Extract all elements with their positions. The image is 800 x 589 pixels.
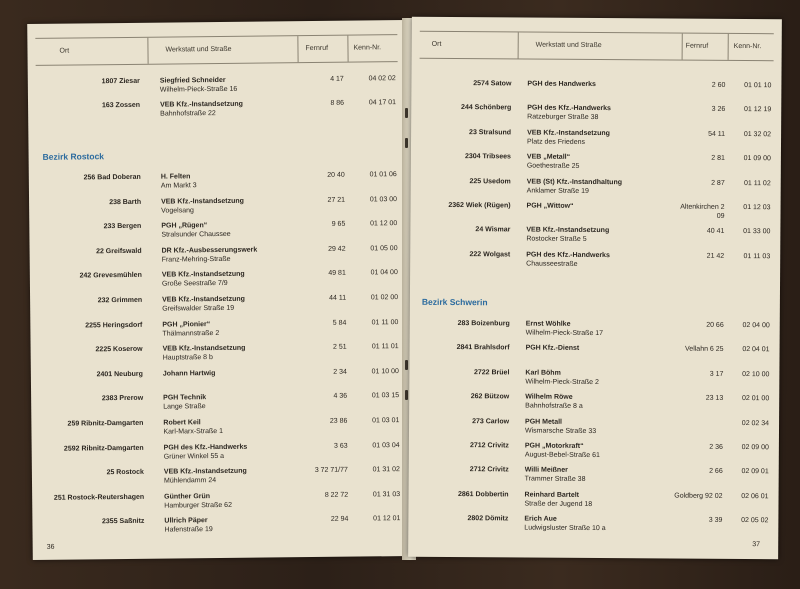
directory-entry <box>417 392 771 416</box>
entry-werkstatt-street: Wilhelm-Pieck-Straße 2 <box>525 378 599 386</box>
entry-werkstatt-name: H. Felten <box>160 173 191 181</box>
right-page <box>408 17 782 560</box>
directory-entry <box>39 416 401 442</box>
directory-entry <box>39 367 401 393</box>
directory-entry <box>38 244 400 270</box>
entry-werkstatt <box>163 393 303 412</box>
directory-entry <box>40 514 402 540</box>
entry-ort: 2592 Ribnitz-Damgarten <box>63 444 144 453</box>
entry-ort: 25 Rostock <box>106 468 144 477</box>
entry-werkstatt-street: Greifswalder Straße 19 <box>162 304 235 313</box>
entry-ort: 2712 Crivitz <box>469 442 509 450</box>
entry-fernruf: 29 42 <box>328 245 346 253</box>
left-table-header <box>35 34 397 66</box>
entry-werkstatt-street: Trammer Straße 38 <box>524 475 586 484</box>
entry-ort: 22 Greifswald <box>96 247 142 256</box>
entry-werkstatt-street: Rostocker Straße 5 <box>526 235 587 244</box>
entry-fernruf: 2 60 <box>711 81 726 89</box>
entry-kenn-nr: 02 05 02 <box>741 517 769 525</box>
entry-kenn-nr: 01 10 00 <box>371 367 399 376</box>
entry-ort: 2722 Brüel <box>473 368 510 377</box>
directory-entry <box>418 250 772 274</box>
directory-entry <box>38 293 400 319</box>
entry-ort: 225 Usedom <box>469 177 511 186</box>
entry-fernruf: 54 11 <box>708 130 726 138</box>
entry-ort: 244 Schönberg <box>461 104 512 112</box>
entry-fernruf: 2 66 <box>709 468 723 476</box>
entry-fernruf: 20 66 <box>706 321 724 329</box>
entry-werkstatt-street: Wismarsche Straße 33 <box>524 427 597 435</box>
directory-entry <box>37 195 399 221</box>
entry-kenn-nr: 01 09 00 <box>743 155 771 163</box>
entry-fernruf: 2 34 <box>333 368 347 376</box>
directory-entry <box>418 319 772 343</box>
entry-werkstatt <box>527 104 667 123</box>
entry-werkstatt-street: Bahnhofstraße 8 a <box>525 402 583 411</box>
bezirk-rostock-heading: Bezirk Rostock <box>42 151 105 162</box>
entry-werkstatt-street: Platz des Friedens <box>526 138 586 146</box>
directory-entry <box>37 170 399 196</box>
header-fernruf: Fernruf <box>685 42 709 50</box>
entry-werkstatt <box>161 220 301 239</box>
entry-kenn-nr: 01 11 02 <box>743 179 771 187</box>
entry-werkstatt <box>162 294 302 313</box>
entry-werkstatt <box>161 171 301 190</box>
directory-entry <box>40 490 402 516</box>
entry-kenn-nr: 04 02 02 <box>368 75 396 83</box>
entry-werkstatt <box>160 75 300 94</box>
directory-entry <box>39 342 401 368</box>
entry-kenn-nr: 01 11 01 <box>371 343 399 351</box>
entry-kenn-nr: 01 11 00 <box>371 318 399 326</box>
entry-werkstatt <box>527 202 667 212</box>
entry-werkstatt-name: PGH Metall <box>525 418 563 426</box>
header-kenn: Kenn-Nr. <box>353 44 382 52</box>
directory-entry <box>419 176 773 200</box>
entry-werkstatt <box>527 153 667 172</box>
entry-werkstatt-street: Anklamer Straße 19 <box>526 187 589 195</box>
entry-werkstatt <box>526 320 666 339</box>
entry-werkstatt-street: Ratzeburger Straße 38 <box>527 113 599 122</box>
entry-werkstatt-name: PGH des Kfz.-Handwerks <box>526 251 610 259</box>
entry-werkstatt-name: PGH Kfz.-Dienst <box>525 344 580 353</box>
entry-werkstatt-street: Ludwigsluster Straße 10 a <box>524 524 606 533</box>
entry-werkstatt-name: Siegfried Schneider <box>159 76 226 85</box>
entry-fernruf: 3 72 71/77 <box>314 466 348 475</box>
entry-werkstatt-name: PGH „Wittow“ <box>526 202 574 210</box>
entry-werkstatt <box>525 442 665 461</box>
entry-werkstatt-street: Hafenstraße 19 <box>164 526 213 534</box>
directory-entry <box>36 98 398 124</box>
entry-fernruf: 8 22 72 <box>324 491 349 499</box>
entry-fernruf: 23 86 <box>329 417 348 425</box>
entry-fernruf: 40 41 <box>706 228 725 236</box>
entry-kenn-nr: 01 04 00 <box>370 269 398 277</box>
entry-werkstatt-street: Hauptstraße 8 b <box>162 354 213 362</box>
binding-hole <box>405 390 408 400</box>
entry-werkstatt <box>524 490 664 509</box>
entry-werkstatt-name: Johann Hartwig <box>162 369 216 378</box>
entry-werkstatt <box>527 177 667 196</box>
entry-kenn-nr: 02 09 00 <box>741 444 769 452</box>
entry-werkstatt-name: PGH „Motorkraft“ <box>524 442 584 450</box>
entry-kenn-nr: 01 33 00 <box>743 228 771 236</box>
entry-ort: 2574 Satow <box>473 80 512 88</box>
entry-fernruf: 44 11 <box>329 294 347 302</box>
directory-entry <box>416 514 770 538</box>
entry-ort: 232 Grimmen <box>97 296 143 305</box>
entry-ort: 283 Boizenburg <box>457 320 510 328</box>
entry-werkstatt-name: VEB Kfz.-Instandsetzung <box>161 197 244 206</box>
entry-kenn-nr: 01 31 03 <box>372 490 401 499</box>
entry-fernruf: 2 36 <box>709 443 723 451</box>
directory-entry <box>416 490 770 514</box>
entry-werkstatt-name: Reinhard Bartelt <box>524 491 580 499</box>
directory-entry <box>40 441 402 467</box>
entry-kenn-nr: 01 03 01 <box>372 417 400 425</box>
directory-entry <box>419 152 773 176</box>
entry-werkstatt-name: Erich Aue <box>524 515 557 523</box>
entry-werkstatt <box>164 491 304 510</box>
entry-fernruf: 5 84 <box>332 319 347 327</box>
entry-ort: 259 Ribnitz-Damgarten <box>67 419 144 428</box>
binding-hole <box>405 360 408 370</box>
entry-fernruf: 4 36 <box>333 393 348 401</box>
right-table-header <box>420 31 774 61</box>
entry-fernruf: Goldberg 92 02 <box>674 492 723 500</box>
entry-werkstatt-name: Günther Grün <box>164 492 211 501</box>
entry-werkstatt-name: Willi Meißner <box>524 466 568 475</box>
entry-fernruf: 23 13 <box>705 394 724 403</box>
entry-werkstatt <box>161 196 301 215</box>
entry-werkstatt <box>525 393 665 412</box>
entry-fernruf: Vellahn 6 25 <box>685 346 724 354</box>
entry-werkstatt-name: Ullrich Päper <box>164 517 208 525</box>
entry-werkstatt <box>164 442 304 461</box>
entry-fernruf: 20 40 <box>327 171 345 179</box>
entry-kenn-nr: 01 05 00 <box>370 244 398 253</box>
entry-werkstatt-street: Am Markt 3 <box>160 182 197 190</box>
directory-entry <box>417 441 771 465</box>
entry-ort: 23 Stralsund <box>469 128 512 137</box>
entry-kenn-nr: 01 12 03 <box>743 204 771 212</box>
header-werkstatt: Werkstatt und Straße <box>535 41 602 50</box>
entry-ort: 2255 Heringsdorf <box>85 321 143 329</box>
entry-werkstatt-street: Wilhelm-Pieck-Straße 17 <box>525 329 604 338</box>
entry-werkstatt-street: Goethestraße 25 <box>526 162 580 171</box>
entry-kenn-nr: 01 31 02 <box>372 466 400 474</box>
entry-werkstatt-name: VEB Kfz.-Instandsetzung <box>163 467 247 476</box>
entry-ort: 251 Rostock-Reutershagen <box>53 493 145 502</box>
entry-werkstatt-street: Grüner Winkel 55 a <box>163 452 225 461</box>
entry-werkstatt-street: Chausseestraße <box>526 260 578 268</box>
directory-entry <box>419 79 773 103</box>
entry-kenn-nr: 01 11 03 <box>743 252 771 261</box>
header-werkstatt: Werkstatt und Straße <box>165 45 232 54</box>
header-fernruf: Fernruf <box>305 44 329 53</box>
entry-fernruf: 21 42 <box>706 252 725 260</box>
page-number-right: 37 <box>752 541 761 549</box>
entry-werkstatt <box>162 245 302 264</box>
entry-ort: 2304 Tribsees <box>464 153 511 161</box>
entry-ort: 242 Grevesmühlen <box>79 272 142 280</box>
entry-ort: 2841 Brahlsdorf <box>456 344 510 352</box>
entry-ort: 256 Bad Doberan <box>83 173 141 182</box>
entry-kenn-nr: 01 03 15 <box>371 392 400 400</box>
entry-ort: 1807 Ziesar <box>101 77 140 86</box>
entry-kenn-nr: 01 32 02 <box>743 130 772 139</box>
entry-werkstatt-street: Hamburger Straße 62 <box>164 501 232 510</box>
entry-werkstatt-name: VEB Kfz.-Instandsetzung <box>160 100 243 109</box>
entry-werkstatt <box>162 319 302 338</box>
entry-fernruf: 3 63 <box>333 442 348 450</box>
directory-entry <box>38 268 400 294</box>
entry-fernruf: 49 81 <box>328 270 346 278</box>
entry-kenn-nr: 01 03 00 <box>369 195 398 204</box>
entry-werkstatt-name: Karl Böhm <box>525 369 561 377</box>
entry-ort: 273 Carlow <box>472 417 510 425</box>
entry-werkstatt-street: Wilhelm-Pieck-Straße 16 <box>159 85 238 94</box>
entry-werkstatt-name: VEB Kfz.-Instandsetzung <box>162 295 245 304</box>
entry-werkstatt-street: Karl-Marx-Straße 1 <box>163 427 224 436</box>
entry-fernruf: 8 86 <box>330 99 345 107</box>
entry-ort: 222 Wolgast <box>469 250 511 259</box>
entry-werkstatt-name: PGH „Pionier“ <box>162 320 211 329</box>
entry-werkstatt-street: Straße der Jugend 18 <box>524 500 593 508</box>
entry-ort: 2401 Neuburg <box>96 370 143 379</box>
entry-werkstatt-street: Mühlendamm 24 <box>163 477 217 485</box>
entry-werkstatt-name: VEB Kfz.-Instandsetzung <box>526 226 610 235</box>
entry-werkstatt <box>164 466 304 485</box>
directory-entry <box>39 391 401 417</box>
entry-kenn-nr: 01 12 00 <box>370 220 398 228</box>
page-number-left: 36 <box>46 543 55 551</box>
entry-werkstatt <box>525 466 665 485</box>
entry-ort: 24 Wismar <box>475 226 511 234</box>
left-page <box>27 20 411 560</box>
entry-kenn-nr: 02 02 34 <box>741 419 770 427</box>
entry-fernruf: 22 94 <box>330 516 349 524</box>
entry-werkstatt <box>526 250 666 269</box>
entry-kenn-nr: 04 17 01 <box>368 99 397 107</box>
directory-entry <box>417 343 771 367</box>
directory-entry <box>418 201 772 225</box>
entry-werkstatt-name: PGH des Kfz.-Handwerks <box>527 104 611 113</box>
entry-werkstatt-name: Wilhelm Röwe <box>525 393 573 402</box>
entry-werkstatt <box>526 344 666 354</box>
directory-entry <box>418 225 772 249</box>
entry-werkstatt-street: Franz-Mehring-Straße <box>161 255 231 264</box>
entry-ort: 238 Barth <box>109 198 142 206</box>
directory-entry <box>417 465 771 489</box>
entry-werkstatt-street: Große Seestraße 7/9 <box>161 280 228 288</box>
entry-werkstatt <box>526 226 666 245</box>
entry-werkstatt <box>163 368 303 378</box>
entry-fernruf: 2 81 <box>711 154 725 163</box>
entry-werkstatt <box>163 417 303 436</box>
bezirk-schwerin-heading: Bezirk Schwerin <box>421 296 488 308</box>
entry-fernruf: 4 17 <box>330 75 344 83</box>
entry-werkstatt-street: Thälmannstraße 2 <box>162 329 220 338</box>
directory-entry <box>417 368 771 392</box>
header-ort: Ort <box>59 47 70 55</box>
entry-kenn-nr: 01 03 04 <box>372 441 400 449</box>
entry-werkstatt-street: Stralsunder Chaussee <box>161 231 231 239</box>
entry-kenn-nr: 01 12 19 <box>743 106 772 114</box>
binding-hole <box>405 108 408 118</box>
entry-fernruf: 3 17 <box>709 370 724 378</box>
entry-werkstatt <box>527 128 667 147</box>
entry-fernruf: 27 21 <box>327 196 346 204</box>
directory-entry <box>40 465 402 491</box>
directory-entry <box>419 103 773 127</box>
header-kenn: Kenn-Nr. <box>733 42 762 51</box>
entry-werkstatt <box>524 515 664 534</box>
entry-kenn-nr: 02 06 01 <box>741 492 769 501</box>
entry-werkstatt-name: VEB Kfz.-Instandsetzung <box>162 344 246 353</box>
entry-werkstatt-street: August-Bebel-Straße 61 <box>524 451 600 460</box>
entry-fernruf: 3 26 <box>711 106 726 114</box>
entry-ort: 2383 Prerow <box>101 395 144 403</box>
entry-fernruf: 3 39 <box>708 516 723 525</box>
entry-werkstatt <box>525 368 665 387</box>
entry-kenn-nr: 02 09 01 <box>741 468 769 476</box>
entry-werkstatt <box>527 80 667 90</box>
binding-hole <box>405 138 408 148</box>
directory-entry <box>419 128 773 152</box>
entry-ort: 163 Zossen <box>101 101 141 110</box>
entry-werkstatt-street: Bahnhofstraße 22 <box>160 110 216 118</box>
entry-kenn-nr: 02 04 01 <box>742 346 770 354</box>
directory-entry <box>38 318 400 344</box>
entry-fernruf: 2 51 <box>332 343 347 351</box>
entry-kenn-nr: 01 01 06 <box>369 171 397 179</box>
entry-kenn-nr: 02 01 00 <box>741 395 770 403</box>
directory-entry <box>417 416 771 440</box>
entry-werkstatt-name: VEB (St) Kfz.-Instandhaltung <box>526 178 623 186</box>
entry-werkstatt-name: PGH des Handwerks <box>527 80 596 89</box>
entry-kenn-nr: 01 01 10 <box>744 82 772 90</box>
entry-werkstatt-name: Robert Keil <box>163 419 201 427</box>
entry-kenn-nr: 01 02 00 <box>370 294 399 302</box>
entry-fernruf: 9 65 <box>331 220 346 229</box>
entry-fernruf: 2 87 <box>711 179 725 187</box>
entry-ort: 233 Bergen <box>103 222 142 231</box>
entry-werkstatt <box>160 99 300 118</box>
entry-werkstatt-name: PGH Technik <box>163 394 207 402</box>
entry-werkstatt-street: Lange Straße <box>163 403 206 411</box>
entry-werkstatt-name: VEB Kfz.-Instandsetzung <box>527 129 610 137</box>
entry-werkstatt <box>163 343 303 362</box>
entry-ort: 2712 Crivitz <box>469 466 509 474</box>
entry-ort: 2355 Saßnitz <box>101 518 145 526</box>
entry-ort: 2861 Dobbertin <box>457 490 509 499</box>
entry-werkstatt <box>164 516 304 535</box>
entry-werkstatt <box>162 270 302 289</box>
entry-ort: 2225 Koserow <box>95 345 143 354</box>
entry-werkstatt-name: VEB „Metall“ <box>526 153 571 162</box>
directory-entry <box>36 74 398 100</box>
entry-ort: 262 Bützow <box>470 393 510 401</box>
directory-entry <box>37 219 399 245</box>
entry-kenn-nr: 01 12 01 <box>373 515 401 523</box>
entry-ort: 2362 Wiek (Rügen) <box>448 201 511 210</box>
entry-werkstatt-street: Vogelsang <box>161 206 194 215</box>
entry-werkstatt-name: Ernst Wöhlke <box>525 320 571 328</box>
entry-werkstatt-name: PGH „Rügen“ <box>161 222 208 230</box>
entry-werkstatt <box>525 417 665 436</box>
header-ort: Ort <box>431 40 442 48</box>
entry-kenn-nr: 02 04 00 <box>742 322 770 330</box>
entry-fernruf: Altenkirchen 2 09 <box>680 203 725 220</box>
entry-kenn-nr: 02 10 00 <box>742 370 770 379</box>
entry-werkstatt-name: VEB Kfz.-Instandsetzung <box>161 271 245 279</box>
entry-werkstatt-name: PGH des Kfz.-Handwerks <box>163 443 248 452</box>
entry-werkstatt-name: DR Kfz.-Ausbesserungswerk <box>161 246 258 255</box>
entry-ort: 2802 Dömitz <box>467 515 509 523</box>
